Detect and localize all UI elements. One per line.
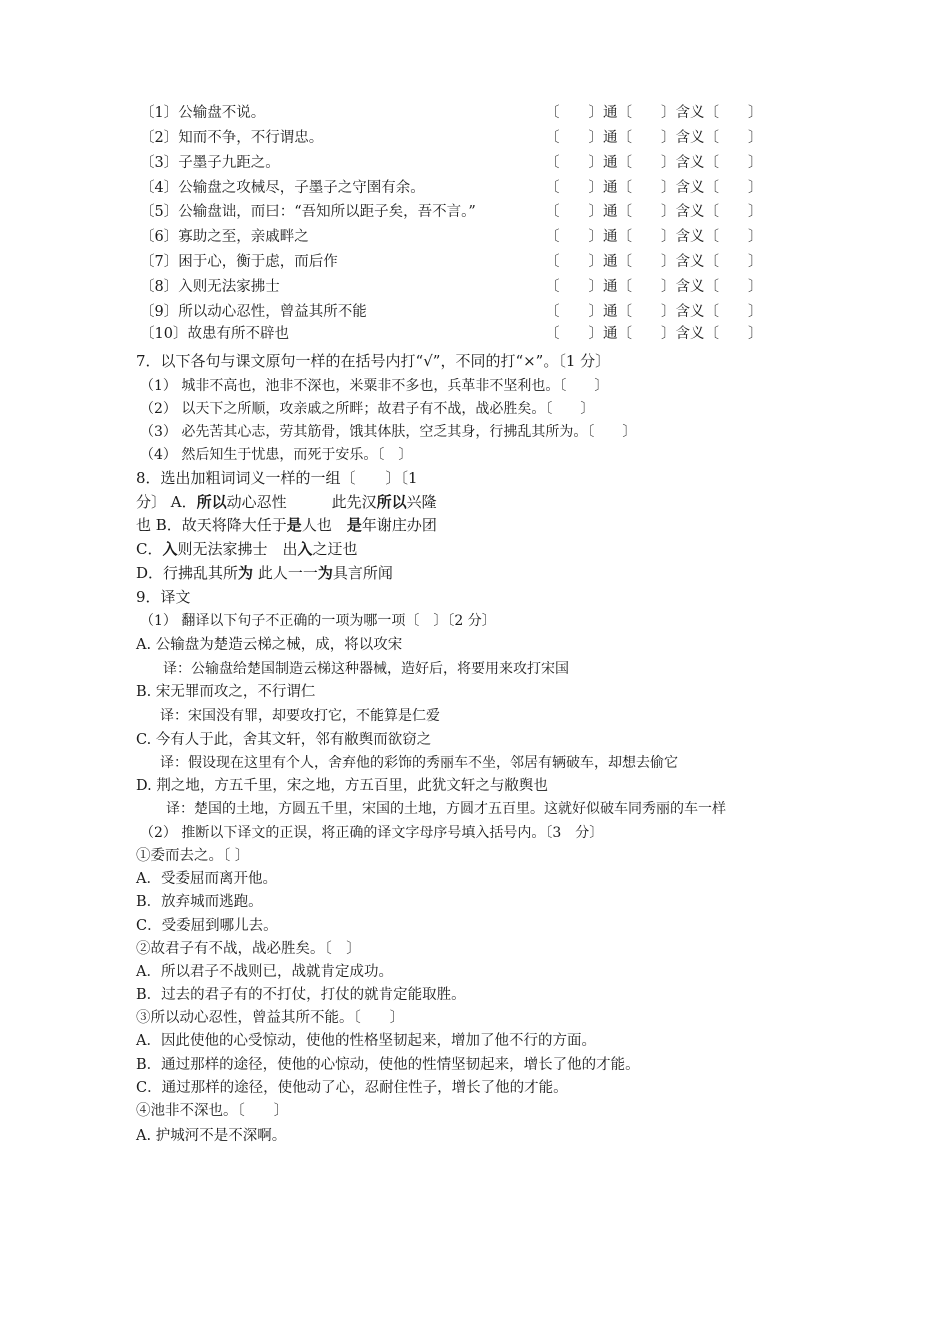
q9-group2-option-a: A．所以君子不战则已，战就肯定成功。: [136, 964, 393, 980]
q9-option-a-translation: 译：公输盘给楚国制造云梯这种器械，造好后，将要用来攻打宋国: [163, 661, 569, 677]
tongjia-row: [140, 103, 800, 123]
q8-option-b: [136, 515, 437, 535]
q9-group1-option-c: C．受委屈到哪儿去。: [136, 918, 278, 934]
q8-b-prefix: 也 B．故天将降大任于: [136, 516, 287, 534]
tongjia-question: 〔3〕子墨子九距之。: [140, 155, 280, 171]
q9-option-d-translation: 译：楚国的土地，方圆五千里，宋国的土地，方圆才五百里。这就好似破车同秀丽的车一样: [166, 801, 726, 817]
tongjia-question: 〔2〕知而不争，不行谓忠。: [140, 130, 324, 146]
q7-item: （2） 以天下之所顺，攻亲戚之所畔；故君子有不战，战必胜矣。〔 〕: [140, 401, 595, 417]
q8-option-a: [136, 492, 437, 512]
bold-word: 是: [346, 516, 362, 534]
tongjia-question: 〔9〕所以动心忍性，曾益其所不能: [140, 304, 367, 320]
q7-item: （1） 城非不高也，池非不深也，米粟非不多也，兵革非不坚利也。〔 〕: [140, 378, 609, 394]
tongjia-row: [140, 128, 800, 148]
q8-d-text-end: 具言所闻: [332, 564, 393, 582]
tongjia-blank[interactable]: 〔 〕通〔 〕含义〔 〕: [545, 204, 763, 220]
bold-word: 为: [238, 564, 254, 582]
tongjia-row: [140, 324, 800, 344]
q9-group3-option-c: C．通过那样的途径，使他动了心，忍耐住性子，增长了他的才能。: [136, 1080, 568, 1096]
tongjia-question: 〔7〕困于心，衡于虑，而后作: [140, 254, 338, 270]
q8-b-text-end: 年谢庄办团: [361, 516, 437, 534]
tongjia-row: [140, 153, 800, 173]
q8-option-c: [136, 539, 358, 559]
q9-group2-question: ②故君子有不战，战必胜矣。〔 〕: [136, 941, 361, 957]
tongjia-blank[interactable]: 〔 〕通〔 〕含义〔 〕: [545, 304, 763, 320]
tongjia-blank[interactable]: 〔 〕通〔 〕含义〔 〕: [545, 105, 763, 121]
q9-group1-option-a: A．受委屈而离开他。: [136, 871, 277, 887]
bold-word: 入: [162, 540, 178, 558]
q8-option-d: [136, 563, 393, 583]
q7-title: 7．以下各句与课文原句一样的在括号内打“√”，不同的打“×”。〔1 分〕: [136, 352, 611, 370]
q9-option-b: B. 宋无罪而攻之，不行谓仁: [136, 684, 316, 700]
tongjia-blank[interactable]: 〔 〕通〔 〕含义〔 〕: [545, 254, 763, 270]
q9-group3-option-a: A．因此使他的心受惊动，使他的性格坚韧起来，增加了他不行的方面。: [136, 1033, 596, 1049]
q8-d-text: 此人一一: [253, 564, 318, 582]
q9-group1-option-b: B．放弃城而逃跑。: [136, 894, 263, 910]
q8-d-prefix: D．行拂乱其所: [136, 564, 239, 582]
tongjia-question: 〔1〕公输盘不说。: [140, 105, 266, 121]
bold-word: 所以: [376, 493, 407, 511]
q9-title: 9．译文: [136, 588, 191, 606]
tongjia-row: [140, 178, 800, 198]
tongjia-blank[interactable]: 〔 〕通〔 〕含义〔 〕: [545, 180, 763, 196]
tongjia-question: 〔6〕寡助之至，亲戚畔之: [140, 229, 309, 245]
tongjia-row: [140, 202, 800, 222]
q9-option-b-translation: 译：宋国没有罪，却要攻打它，不能算是仁爱: [160, 708, 440, 724]
q9-sub2: （2） 推断以下译文的正误，将正确的译文字母序号填入括号内。〔3 分〕: [140, 825, 604, 841]
tongjia-question: 〔5〕公输盘诎，而曰：“吾知所以距子矣，吾不言。”: [140, 204, 476, 220]
tongjia-question: 〔10〕故患有所不辟也: [140, 326, 289, 342]
tongjia-question: 〔8〕入则无法家拂士: [140, 279, 280, 295]
q9-group2-option-b: B．过去的君子有的不打仗，打仗的就肯定能取胜。: [136, 987, 466, 1003]
tongjia-blank[interactable]: 〔 〕通〔 〕含义〔 〕: [545, 229, 763, 245]
bold-word: 为: [317, 564, 333, 582]
q9-option-c: C. 今有人于此，舍其文轩，邻有敝舆而欲窃之: [136, 732, 432, 748]
tongjia-blank[interactable]: 〔 〕通〔 〕含义〔 〕: [545, 155, 763, 171]
q9-sub1: （1） 翻译以下句子不正确的一项为哪一项〔 〕〔2 分〕: [140, 613, 496, 629]
q9-option-d: D. 荆之地，方五千里，宋之地，方五百里，此犹文轩之与敝舆也: [136, 778, 548, 794]
q9-option-c-translation: 译：假设现在这里有个人，舍弃他的彩饰的秀丽车不坐，邻居有辆破车，却想去偷它: [160, 755, 678, 771]
tongjia-blank[interactable]: 〔 〕通〔 〕含义〔 〕: [545, 130, 763, 146]
q7-item: （3） 必先苦其心志，劳其筋骨，饿其体肤，空乏其身，行拂乱其所为。〔 〕: [140, 424, 637, 440]
q8-c-prefix: C．: [136, 540, 163, 558]
bold-word: 入: [297, 540, 313, 558]
tongjia-row: [140, 227, 800, 247]
q8-a-text-end: 兴隆: [406, 493, 437, 511]
q9-group1-question: ①委而去之。〔 〕: [136, 848, 250, 864]
bold-word: 是: [286, 516, 302, 534]
tongjia-row: [140, 277, 800, 297]
q8-c-text: 则无法家拂士 出: [177, 540, 298, 558]
q8-a-text: 动心忍性 此先汉: [226, 493, 377, 511]
tongjia-blank[interactable]: 〔 〕通〔 〕含义〔 〕: [545, 326, 763, 342]
tongjia-row: [140, 302, 800, 322]
q9-group4-option-a: A. 护城河不是不深啊。: [136, 1128, 287, 1144]
tongjia-question: 〔4〕公输盘之攻械尽，子墨子之守圉有余。: [140, 180, 425, 196]
bold-word: 所以: [196, 493, 227, 511]
q9-group4-question: ④池非不深也。〔 〕: [136, 1103, 289, 1119]
q7-item: （4） 然后知生于忧患，而死于安乐。〔 〕: [140, 447, 413, 463]
q8-title: 8．选出加粗词词义一样的一组〔 〕〔1: [136, 469, 418, 487]
tongjia-row: [140, 252, 800, 272]
q8-c-text-end: 之迂也: [312, 540, 358, 558]
q9-group3-question: ③所以动心忍性，曾益其所不能。〔 〕: [136, 1010, 405, 1026]
q8-b-text: 人也: [301, 516, 347, 534]
tongjia-blank[interactable]: 〔 〕通〔 〕含义〔 〕: [545, 279, 763, 295]
q9-group3-option-b: B．通过那样的途径，使他的心惊动，使他的性情坚韧起来，增长了他的才能。: [136, 1057, 640, 1073]
q9-option-a: A. 公输盘为楚造云梯之械，成，将以攻宋: [136, 637, 403, 653]
q8-a-prefix: 分〕 A．: [136, 493, 197, 511]
